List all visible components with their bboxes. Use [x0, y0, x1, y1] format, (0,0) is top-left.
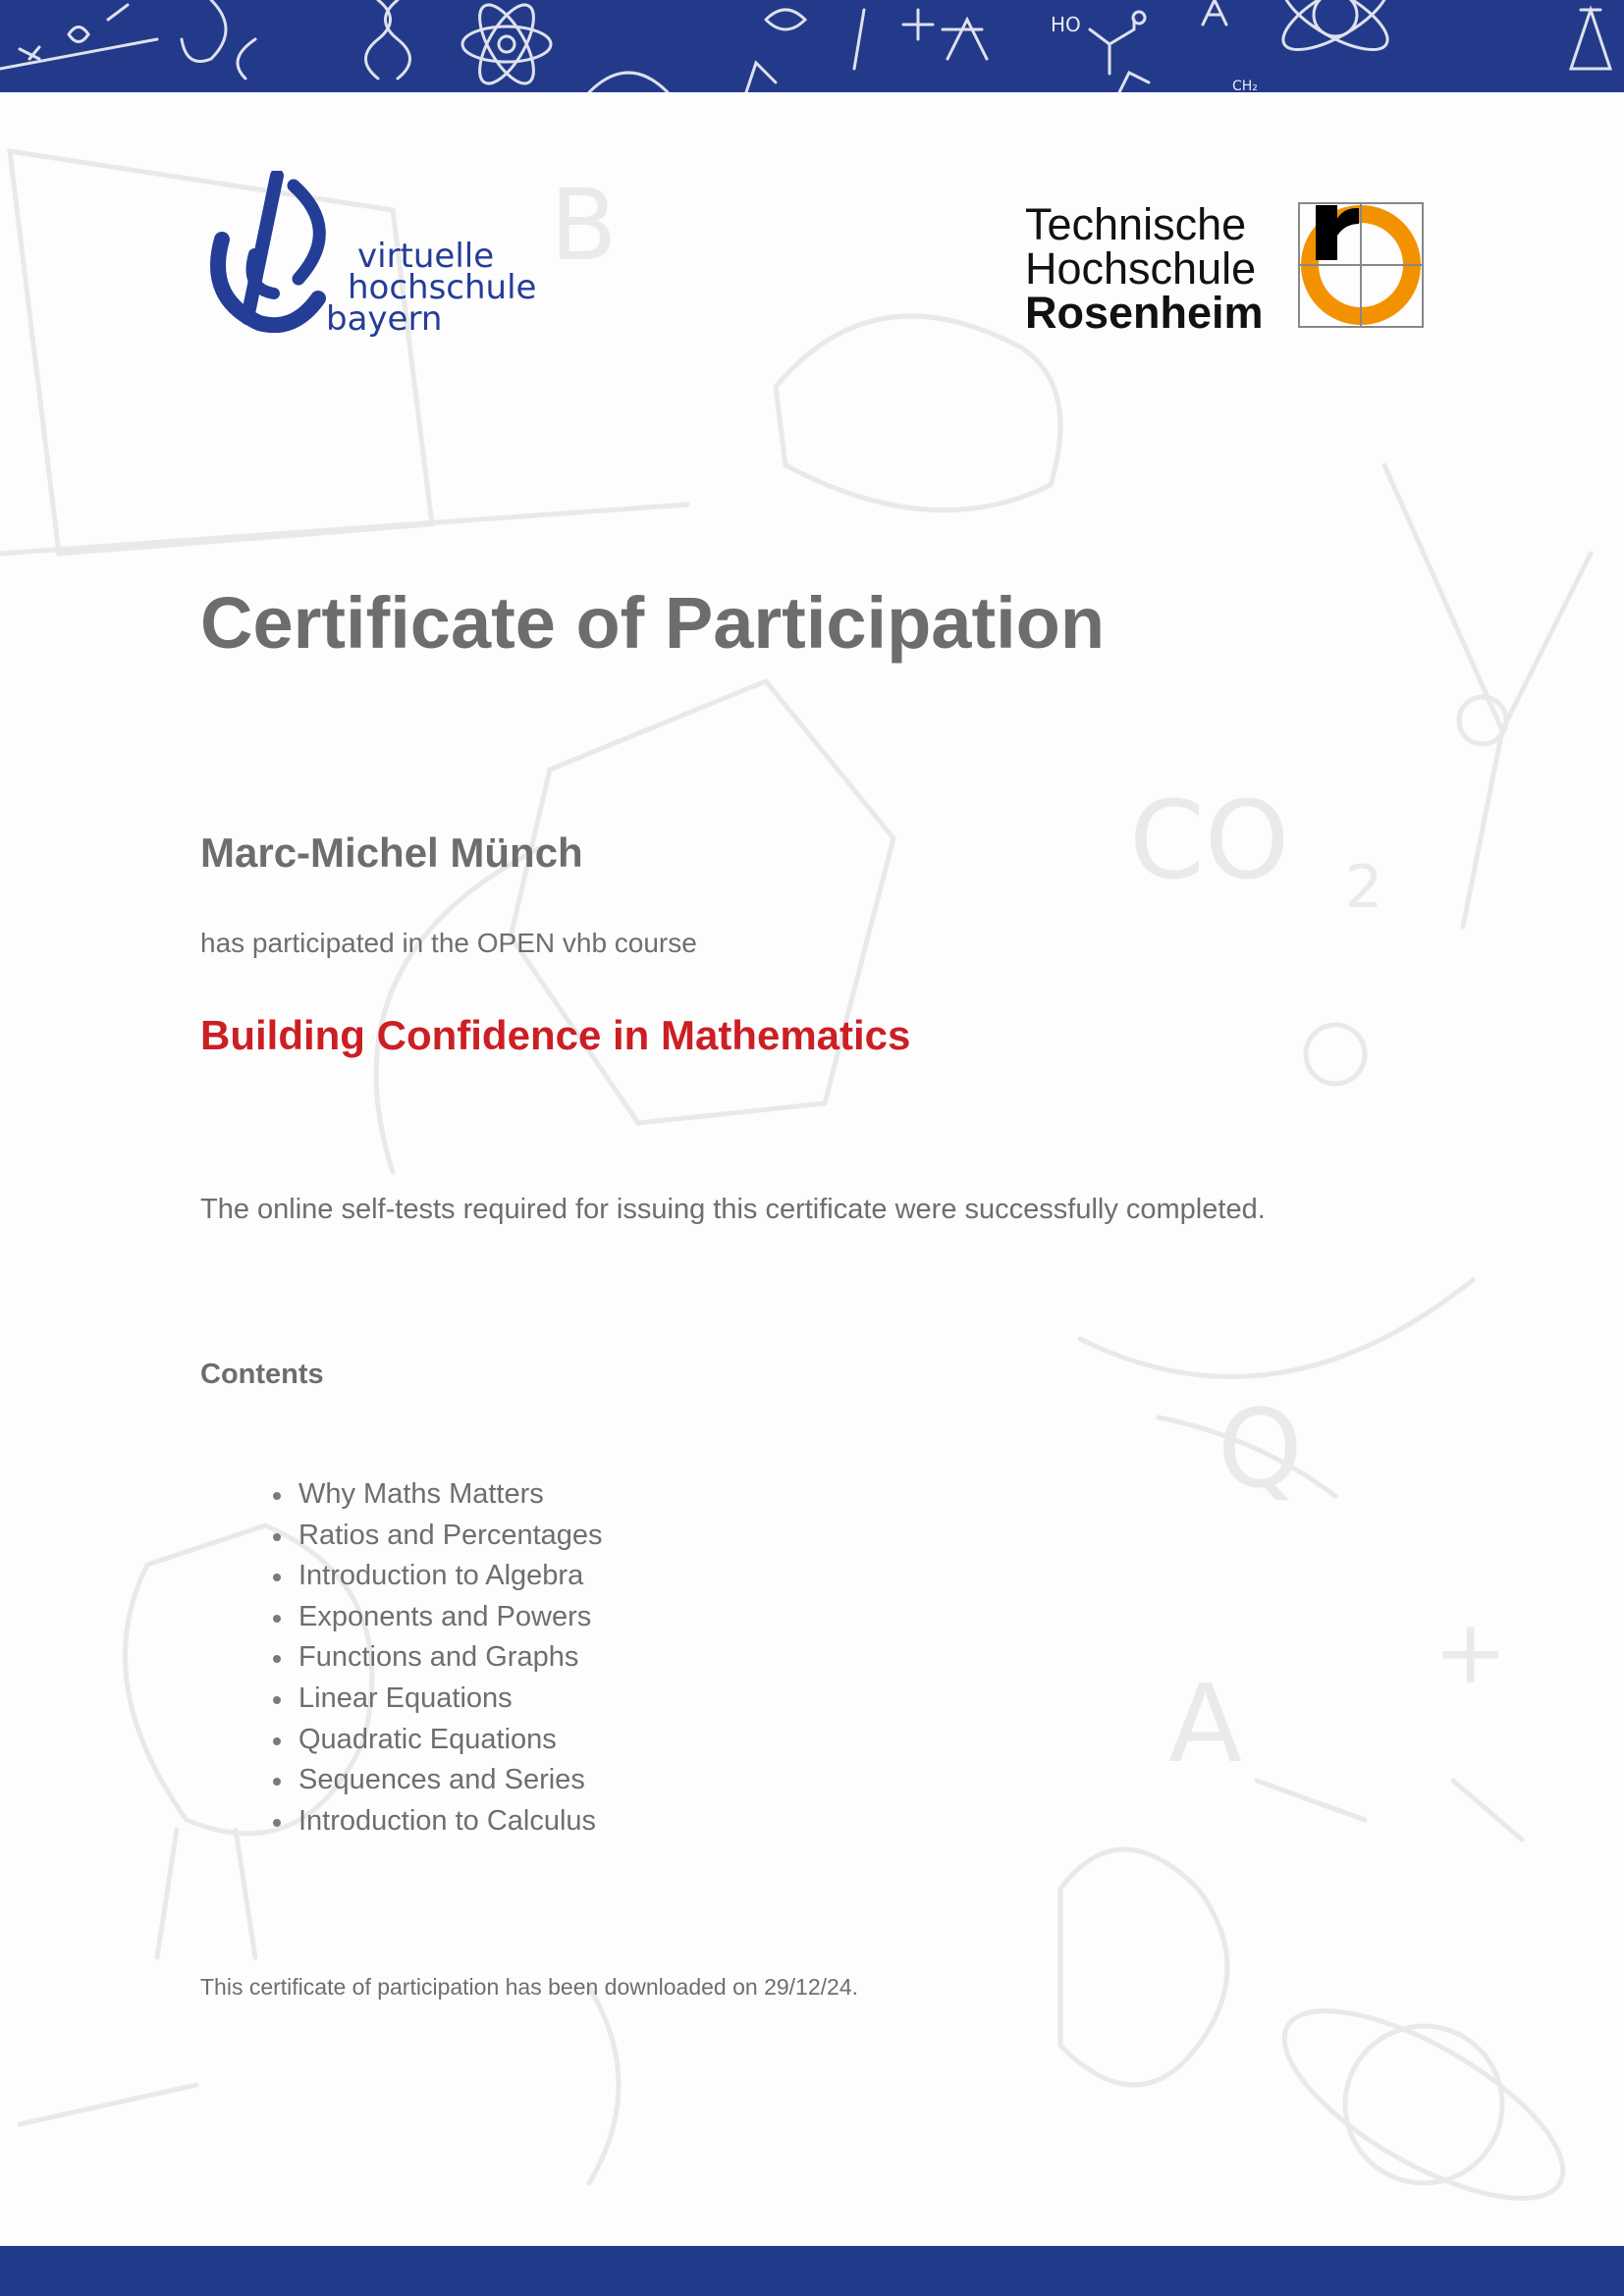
vhb-logo-line-3: bayern — [326, 299, 443, 339]
list-item: Exponents and Powers — [298, 1603, 603, 1644]
participant-name: Marc-Michel Münch — [200, 829, 583, 876]
science-doodle-banner — [0, 0, 1624, 92]
download-note: This certificate of participation has been downloaded on 29/12/24. — [200, 1974, 858, 2000]
list-item: Introduction to Algebra — [298, 1562, 603, 1603]
list-item: Linear Equations — [298, 1684, 603, 1726]
svg-text:CH₂: CH₂ — [1232, 79, 1258, 92]
list-item: Quadratic Equations — [298, 1726, 603, 1767]
contents-heading: Contents — [200, 1359, 324, 1390]
th-logo-line-3: Rosenheim — [1025, 288, 1264, 338]
completion-text: The online self-tests required for issuing this certificate were successfully completed. — [200, 1194, 1266, 1225]
th-logo-line-2: Hochschule — [1025, 243, 1257, 294]
th-rosenheim-logo — [1025, 199, 1428, 338]
certificate-title: Certificate of Participation — [200, 582, 1106, 664]
svg-text:Q: Q — [1218, 1386, 1303, 1512]
vhb-emblem-icon — [200, 171, 338, 333]
svg-text:2: 2 — [1345, 853, 1383, 922]
list-item: Introduction to Calculus — [298, 1807, 603, 1848]
list-item: Why Maths Matters — [298, 1480, 603, 1522]
list-item: Ratios and Percentages — [298, 1522, 603, 1563]
svg-text:A: A — [1168, 1661, 1243, 1787]
vhb-logo-line-1: virtuelle — [357, 237, 495, 276]
svg-text:HO: HO — [1051, 13, 1081, 36]
svg-text:B: B — [550, 168, 618, 283]
th-logo-line-1: Technische — [1025, 199, 1247, 249]
vhb-logo — [200, 171, 554, 338]
svg-text:CO: CO — [1129, 777, 1290, 903]
svg-text:+: + — [1434, 1601, 1508, 1704]
contents-list — [298, 1480, 603, 1847]
participation-text: has participated in the OPEN vhb course — [200, 928, 697, 958]
bottom-band — [0, 2246, 1624, 2296]
list-item: Functions and Graphs — [298, 1643, 603, 1684]
vhb-logo-line-2: hochschule — [348, 268, 537, 307]
background-doodles — [0, 92, 1624, 2246]
top-banner — [0, 0, 1624, 92]
th-rosenheim-emblem-icon — [1298, 202, 1428, 332]
list-item: Sequences and Series — [298, 1766, 603, 1807]
course-title: Building Confidence in Mathematics — [200, 1012, 911, 1058]
